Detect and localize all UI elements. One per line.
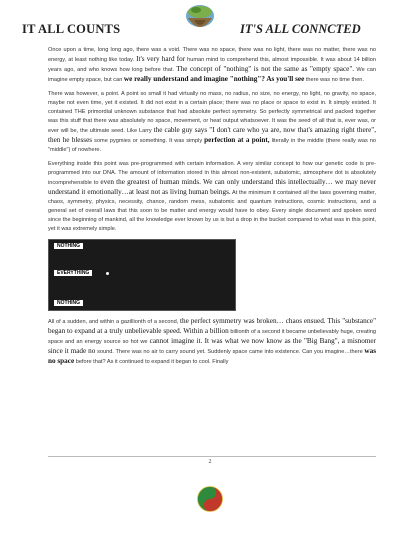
paragraph-4 [48,317,376,367]
paragraph-2 [48,90,376,155]
point-dot [106,272,109,275]
text-run: some pygmies or something. It was simply [94,138,203,144]
text-run: there was no time then. [305,77,364,83]
text-run: We can imagine empty space, but can [48,67,376,83]
page-header [0,0,420,40]
bold-text: was no space [48,347,376,365]
bold-text: we really understand and imagine "nothing"? As you'll see [123,75,305,83]
paragraph-1 [48,46,376,85]
yin-yang-icon [197,486,223,512]
bold-text: perfection at a point, [204,136,270,144]
text-run: before that? As it continued to expand it began to cool. Finally [75,359,229,365]
text-run: All of a sudden, and within a gazillionth of a second, [48,319,179,325]
text-run: even the greatest of human minds. We can only understand this intellectually… we may never understand it emotionally…at least not as living human beings. [48,178,376,196]
text-run: the cable guy says "I don't care who ya are, now that's amazing right there", then he blesses [48,126,377,144]
text-run: At the minimum it contained all the laws governing matter, chaos, symmetry, physics, necessity, chance, random mess, subatomic and quantum instructions, cosmic instructions, and a general set of overall laws that this soon to be matter and energy would have to obey. Every single document and spoken word since the beginning of mankind, all the knowledge ever known by us is but a drop in the bucket compared to what was in this point, yet it was extremely simple. [48,190,376,232]
footer-divider [48,456,376,457]
text-run: the perfect symmetry was broken… chaos [180,317,303,325]
text-run: Everything inside this point was pre-programmed with certain information. A very similar concept to how our genetic code is pre-programmed into our DNA. The amount of information stored in this almost non-existent, subatomic, atmosphere dot is absolutely incomprehensible to [48,161,376,186]
figure-label-middle: EVERYTHING [54,270,92,276]
text-run: Once upon a time, long long ago, there was a void. There was no space, there was no light, there was no matter, there was no energy, at least nothing like today. [48,47,376,63]
floating-island-globe-icon [180,2,220,36]
page-number: 2 [208,459,212,465]
header-title-left: IT ALL COUNTS [22,22,121,36]
figure-label-top: NOTHING [54,243,83,249]
text-run: sound. There was no air to carry sound yet. Suddenly space came into existence. Can you imagine…there [97,349,363,355]
figure-label-bottom: NOTHING [54,300,83,306]
paragraph-3 [48,160,376,234]
text-run: cannot imagine it. It was what we now know as the "Big Bang", a misnomer since it made no [48,337,376,355]
text-run: human mind to comprehend this, almost impossible. It was about 14 billion years ago, and who knows how long before that. [48,57,376,73]
document-body [48,46,376,372]
text-run: billionth of a second it became unbelievably huge, creating space and an energy source so hot we [48,329,376,345]
text-run: It's very hard for [136,55,186,63]
nothing-everything-figure [48,239,236,311]
text-run: ensued. This "substance" began to expand at a truly unbelievable speed. Within a billion [48,317,377,335]
text-run: The concept of "nothing" is not the same as "empty space". [176,65,355,73]
text-run: literally in the middle (there really was no "middle") of nowhere. [48,138,376,153]
header-title-right: IT'S ALL CONNCTED [240,22,361,36]
text-run: There was however, a point. A point so small it had virtually no mass, no radius, no size, no energy, no light, no gravity, no space, maybe not even time, yet it existed. It did not exist in a certain place; there was no place or space to exist in. It simply existed. It contained THE primordial unknown substance that had absolute perfect symmetry. So perfectly symmetrical and packed together was this stuff that there was absolutely no space, movement, or heat output whatsoever. It was the seed of all that is, ever was, or ever will be, the ultimate seed. Like Larry [48,91,376,134]
